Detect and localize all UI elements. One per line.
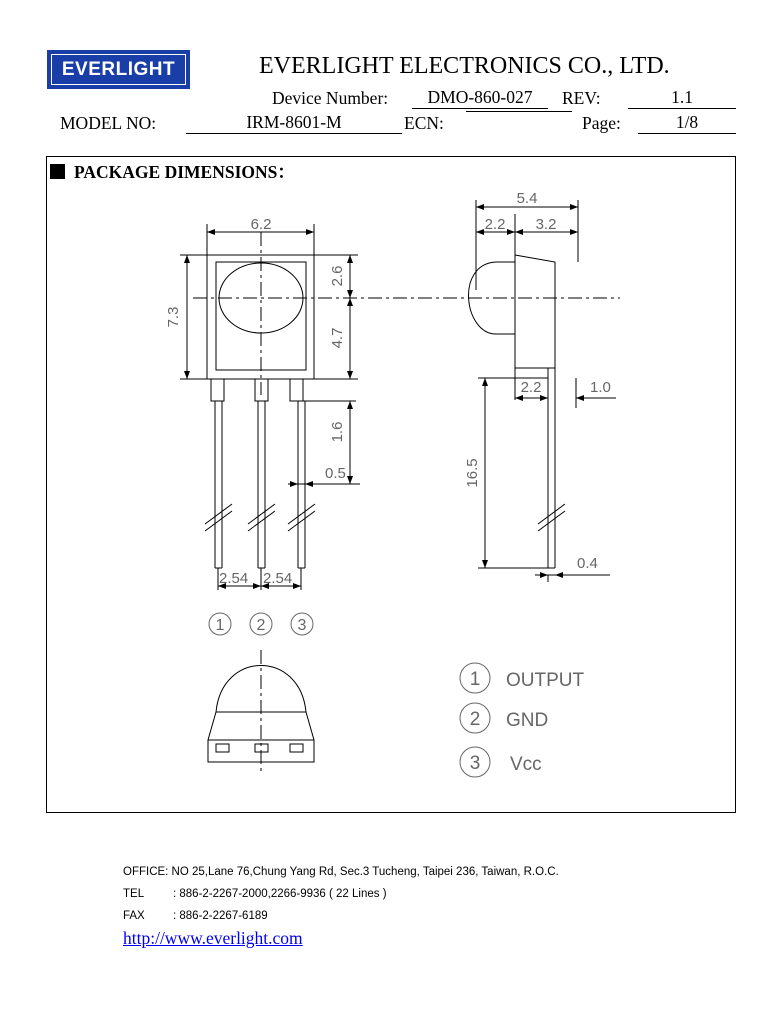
- pin1-shoulder: [211, 379, 224, 401]
- logo-text: EVERLIGHT: [51, 54, 186, 85]
- side-body: [515, 255, 555, 368]
- pin-number-1: 1: [215, 617, 225, 634]
- dim-front-height: 7.3: [165, 306, 182, 328]
- legend-label-gnd: GND: [506, 710, 549, 731]
- front-view: [180, 224, 620, 590]
- bottom-pin-3: [290, 744, 303, 752]
- website-link[interactable]: http://www.everlight.com: [123, 928, 303, 948]
- dim-pitch-2: 2.54: [263, 570, 293, 587]
- page-value: 1/8: [638, 111, 736, 134]
- dim-lead-offset: 1.6: [329, 421, 346, 443]
- tel-value: : 886-2-2267-2000,2266-9936 ( 22 Lines ): [173, 888, 387, 900]
- pin-legend: [470, 669, 585, 775]
- dim-lower: 4.7: [329, 327, 346, 349]
- dim-side-dome: 2.2: [484, 216, 506, 233]
- device-number-label: Device Number:: [272, 88, 389, 108]
- pin-number-2: 2: [256, 617, 266, 634]
- dim-side-body: 3.2: [535, 216, 557, 233]
- dim-side-lead-gap: 1.0: [590, 379, 611, 396]
- model-label: MODEL NO:: [60, 113, 157, 133]
- dim-side-step: 2.2: [520, 379, 542, 396]
- footer-tel: [123, 888, 387, 900]
- pin3-shoulder: [290, 379, 303, 401]
- bottom-view: [208, 650, 314, 775]
- legend-number-2: 2: [469, 709, 481, 730]
- fax-value: : 886-2-2267-6189: [173, 910, 268, 922]
- footer-office: OFFICE: NO 25,Lane 76,Chung Yang Rd, Sec.3 Tucheng, Taipei 236, Taiwan, R.O.C.: [123, 866, 559, 878]
- dim-side-total: 5.4: [516, 190, 538, 207]
- footer-fax: [123, 910, 268, 922]
- page-label: Page:: [582, 113, 621, 133]
- tel-label: TEL: [123, 888, 145, 900]
- device-number-value: DMO-860-027: [412, 86, 548, 109]
- legend-label-output: OUTPUT: [506, 670, 585, 691]
- section-title-text: PACKAGE DIMENSIONS：: [74, 162, 295, 182]
- rev-label: REV:: [562, 88, 601, 108]
- fax-label: FAX: [123, 910, 145, 922]
- legend-label-vcc: Vcc: [510, 754, 542, 775]
- dim-front-width: 6.2: [250, 216, 272, 233]
- company-name: EVERLIGHT ELECTRONICS CO., LTD.: [259, 53, 670, 79]
- dimension-labels: [165, 190, 611, 587]
- ecn-label: ECN:: [404, 113, 444, 133]
- rev-value: 1.1: [628, 86, 736, 109]
- dim-upper: 2.6: [329, 265, 346, 287]
- legend-number-3: 3: [469, 753, 481, 774]
- dim-lead-thick: 0.4: [577, 555, 598, 572]
- dim-lead-length: 16.5: [464, 458, 481, 488]
- dim-pitch-1: 2.54: [219, 570, 249, 587]
- bottom-pin-1: [216, 744, 229, 752]
- dim-lead-width: 0.5: [325, 465, 346, 482]
- model-value: IRM-8601-M: [186, 111, 402, 134]
- pin-number-3: 3: [297, 617, 307, 634]
- legend-number-1: 1: [469, 669, 481, 690]
